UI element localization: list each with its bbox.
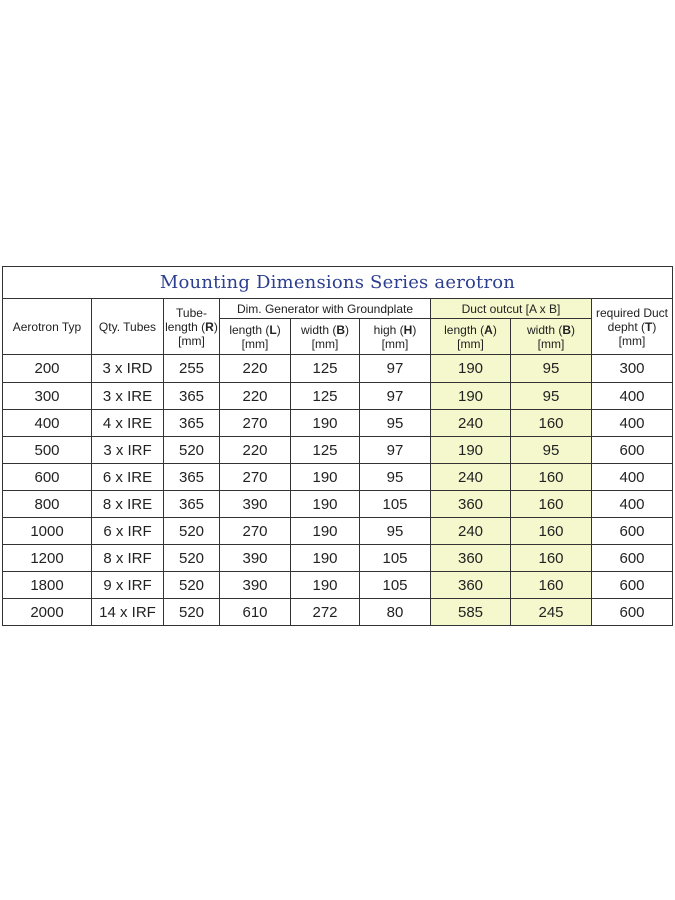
length-a-cell: 360 xyxy=(431,545,511,572)
required-depth-cell: 400 xyxy=(592,383,673,410)
high-h-cell: 97 xyxy=(360,355,431,383)
width-b-duct-cell: 160 xyxy=(511,545,592,572)
tube-length-cell: 365 xyxy=(164,383,220,410)
length-a-cell: 360 xyxy=(431,491,511,518)
qty-cell: 3 x IRF xyxy=(92,437,164,464)
length-a-cell: 240 xyxy=(431,518,511,545)
header-length-a: length (A) [mm] xyxy=(431,319,511,355)
typ-cell: 300 xyxy=(3,383,92,410)
qty-cell: 8 x IRF xyxy=(92,545,164,572)
table-row xyxy=(3,545,673,572)
high-h-cell: 97 xyxy=(360,437,431,464)
table-row xyxy=(3,410,673,437)
high-h-cell: 105 xyxy=(360,545,431,572)
length-l-cell: 390 xyxy=(220,572,291,599)
tube-length-cell: 520 xyxy=(164,572,220,599)
typ-cell: 1800 xyxy=(3,572,92,599)
header-qty: Qty. Tubes xyxy=(92,299,164,355)
qty-cell: 4 x IRE xyxy=(92,410,164,437)
length-a-cell: 585 xyxy=(431,599,511,626)
length-a-cell: 190 xyxy=(431,437,511,464)
length-a-cell: 240 xyxy=(431,464,511,491)
mounting-dimensions-table xyxy=(2,266,673,626)
tube-length-cell: 365 xyxy=(164,410,220,437)
tube-length-cell: 520 xyxy=(164,518,220,545)
table-row xyxy=(3,355,673,383)
length-l-cell: 220 xyxy=(220,383,291,410)
width-b-cell: 125 xyxy=(291,437,360,464)
width-b-cell: 125 xyxy=(291,383,360,410)
width-b-cell: 190 xyxy=(291,572,360,599)
header-duct-outcut: Duct outcut [A x B] xyxy=(431,299,592,319)
length-a-cell: 360 xyxy=(431,572,511,599)
tube-length-cell: 365 xyxy=(164,491,220,518)
width-b-duct-cell: 95 xyxy=(511,355,592,383)
width-b-duct-cell: 245 xyxy=(511,599,592,626)
header-required-depth: required Duct depht (T) [mm] xyxy=(592,299,673,355)
typ-cell: 800 xyxy=(3,491,92,518)
width-b-duct-cell: 160 xyxy=(511,464,592,491)
required-depth-cell: 600 xyxy=(592,599,673,626)
width-b-cell: 190 xyxy=(291,464,360,491)
required-depth-cell: 400 xyxy=(592,464,673,491)
header-typ: Aerotron Typ xyxy=(3,299,92,355)
high-h-cell: 95 xyxy=(360,518,431,545)
length-l-cell: 390 xyxy=(220,545,291,572)
typ-cell: 200 xyxy=(3,355,92,383)
length-l-cell: 390 xyxy=(220,491,291,518)
width-b-cell: 125 xyxy=(291,355,360,383)
width-b-cell: 190 xyxy=(291,518,360,545)
high-h-cell: 95 xyxy=(360,410,431,437)
width-b-cell: 272 xyxy=(291,599,360,626)
table-row xyxy=(3,464,673,491)
table-body xyxy=(3,355,673,626)
width-b-duct-cell: 160 xyxy=(511,572,592,599)
qty-cell: 6 x IRF xyxy=(92,518,164,545)
length-a-cell: 190 xyxy=(431,383,511,410)
required-depth-cell: 400 xyxy=(592,491,673,518)
high-h-cell: 80 xyxy=(360,599,431,626)
width-b-duct-cell: 95 xyxy=(511,383,592,410)
header-high-h: high (H) [mm] xyxy=(360,319,431,355)
qty-cell: 14 x IRF xyxy=(92,599,164,626)
required-depth-cell: 300 xyxy=(592,355,673,383)
length-l-cell: 270 xyxy=(220,518,291,545)
qty-cell: 6 x IRE xyxy=(92,464,164,491)
qty-cell: 9 x IRF xyxy=(92,572,164,599)
length-l-cell: 220 xyxy=(220,437,291,464)
length-l-cell: 220 xyxy=(220,355,291,383)
width-b-cell: 190 xyxy=(291,545,360,572)
typ-cell: 600 xyxy=(3,464,92,491)
length-l-cell: 610 xyxy=(220,599,291,626)
header-generator: Dim. Generator with Groundplate xyxy=(220,299,431,319)
length-l-cell: 270 xyxy=(220,464,291,491)
qty-cell: 8 x IRE xyxy=(92,491,164,518)
tube-length-cell: 255 xyxy=(164,355,220,383)
required-depth-cell: 600 xyxy=(592,545,673,572)
width-b-cell: 190 xyxy=(291,410,360,437)
required-depth-cell: 600 xyxy=(592,572,673,599)
required-depth-cell: 600 xyxy=(592,518,673,545)
tube-length-cell: 520 xyxy=(164,437,220,464)
table-row xyxy=(3,437,673,464)
required-depth-cell: 400 xyxy=(592,410,673,437)
length-a-cell: 240 xyxy=(431,410,511,437)
table-row xyxy=(3,383,673,410)
length-l-cell: 270 xyxy=(220,410,291,437)
table-row xyxy=(3,572,673,599)
table-title: Mounting Dimensions Series aerotron xyxy=(3,267,673,299)
width-b-cell: 190 xyxy=(291,491,360,518)
typ-cell: 1200 xyxy=(3,545,92,572)
tube-length-cell: 520 xyxy=(164,599,220,626)
tube-length-cell: 520 xyxy=(164,545,220,572)
required-depth-cell: 600 xyxy=(592,437,673,464)
typ-cell: 500 xyxy=(3,437,92,464)
width-b-duct-cell: 95 xyxy=(511,437,592,464)
high-h-cell: 105 xyxy=(360,572,431,599)
header-width-b: width (B) [mm] xyxy=(291,319,360,355)
typ-cell: 400 xyxy=(3,410,92,437)
typ-cell: 2000 xyxy=(3,599,92,626)
header-width-b-duct: width (B) [mm] xyxy=(511,319,592,355)
high-h-cell: 105 xyxy=(360,491,431,518)
qty-cell: 3 x IRD xyxy=(92,355,164,383)
width-b-duct-cell: 160 xyxy=(511,410,592,437)
header-length-l: length (L) [mm] xyxy=(220,319,291,355)
table-row xyxy=(3,491,673,518)
qty-cell: 3 x IRE xyxy=(92,383,164,410)
width-b-duct-cell: 160 xyxy=(511,518,592,545)
typ-cell: 1000 xyxy=(3,518,92,545)
high-h-cell: 97 xyxy=(360,383,431,410)
table-row xyxy=(3,518,673,545)
length-a-cell: 190 xyxy=(431,355,511,383)
high-h-cell: 95 xyxy=(360,464,431,491)
tube-length-cell: 365 xyxy=(164,464,220,491)
table-row xyxy=(3,599,673,626)
header-tube-length: Tube- length (R) [mm] xyxy=(164,299,220,355)
width-b-duct-cell: 160 xyxy=(511,491,592,518)
